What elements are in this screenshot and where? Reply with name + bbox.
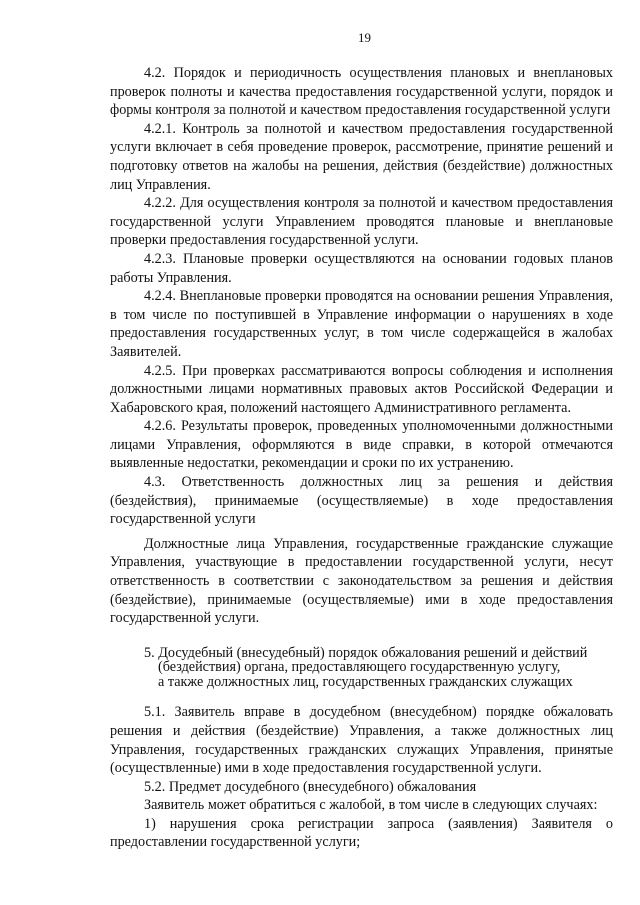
paragraph-responsibility: Должностные лица Управления, государственные гражданские служащие Управления, участвующие в предоставлении государственной услуги, несут ответственность в соответствии с законодательством за решения и действия (бездействие), принимаемые (осуществляемые) ими в ходе предоставления государственной услуги. xyxy=(110,535,613,627)
paragraph-4-2-3: 4.2.3. Плановые проверки осуществляются на основании годовых планов работы Управления. xyxy=(110,250,613,286)
paragraph-5-2: 5.2. Предмет досудебного (внесудебного) обжалования xyxy=(144,778,477,795)
paragraph-4-2-5: 4.2.5. При проверках рассматриваются вопросы соблюдения и исполнения должностными лицами нормативных правовых актов Российской Федерации и Хабаровского края, положений настоящего Административного регламента. xyxy=(110,362,613,416)
paragraph-complaint-cases: Заявитель может обратиться с жалобой, в том числе в следующих случаях: xyxy=(144,797,598,814)
paragraph-4-2-2: 4.2.2. Для осуществления контроля за полнотой и качеством предоставления государственной услуги Управлением проводятся плановые и внеплановые проверки предоставления государственной услуги. xyxy=(110,195,613,249)
paragraph-4-3: 4.3. Ответственность должностных лиц за решения и действия (бездействия), принимаемые (осуществляемые) в ходе предоставления государственной услуги xyxy=(110,474,613,528)
paragraph-case-1: 1) нарушения срока регистрации запроса (заявления) Заявителя о предоставлении государственной услуги; xyxy=(110,815,613,851)
document-page xyxy=(110,30,613,852)
paragraph-5-1: 5.1. Заявитель вправе в досудебном (внесудебном) порядке обжаловать решения и действия (бездействие) Управления, а также должностных лиц Управления, государственных гражданских служащих Управления, принятые (осуществленные) ими в ходе предоставления государственной услуги. xyxy=(110,704,613,777)
section-5-heading-line-3: а также должностных лиц, государственных гражданских служащих xyxy=(158,673,573,690)
paragraph-4-2-6: 4.2.6. Результаты проверок, проведенных уполномоченными должностными лицами Управления, оформляются в виде справки, в которой отмечаются выявленные недостатки, рекомендации и сроки по их устранению. xyxy=(110,418,613,472)
section-5-heading-line-1: 5. Досудебный (внесудебный) порядок обжалования решений и действий xyxy=(144,644,588,661)
section-5-heading-line-2: (бездействия) органа, предоставляющего государственную услугу, xyxy=(158,659,561,676)
paragraph-4-2: 4.2. Порядок и периодичность осуществления плановых и внеплановых проверок полноты и качества предоставления государственной услуги, порядок и формы контроля за полнотой и качеством предоставления государственной услуги xyxy=(110,65,613,119)
section-5-heading xyxy=(110,646,613,690)
page-number: 19 xyxy=(358,30,371,45)
paragraph-4-2-4: 4.2.4. Внеплановые проверки проводятся на основании решения Управления, в том числе по поступившей в Управление информации о нарушениях в ходе предоставления государственных услуг, в том числе содержащейся в жалобах Заявителей. xyxy=(110,288,613,360)
paragraph-4-2-1: 4.2.1. Контроль за полнотой и качеством предоставления государственной услуги включает в себя проведение проверок, рассмотрение, принятие решений и подготовку ответов на жалобы на решения, действия (бездействие) должностных лиц Управления. xyxy=(110,120,613,193)
